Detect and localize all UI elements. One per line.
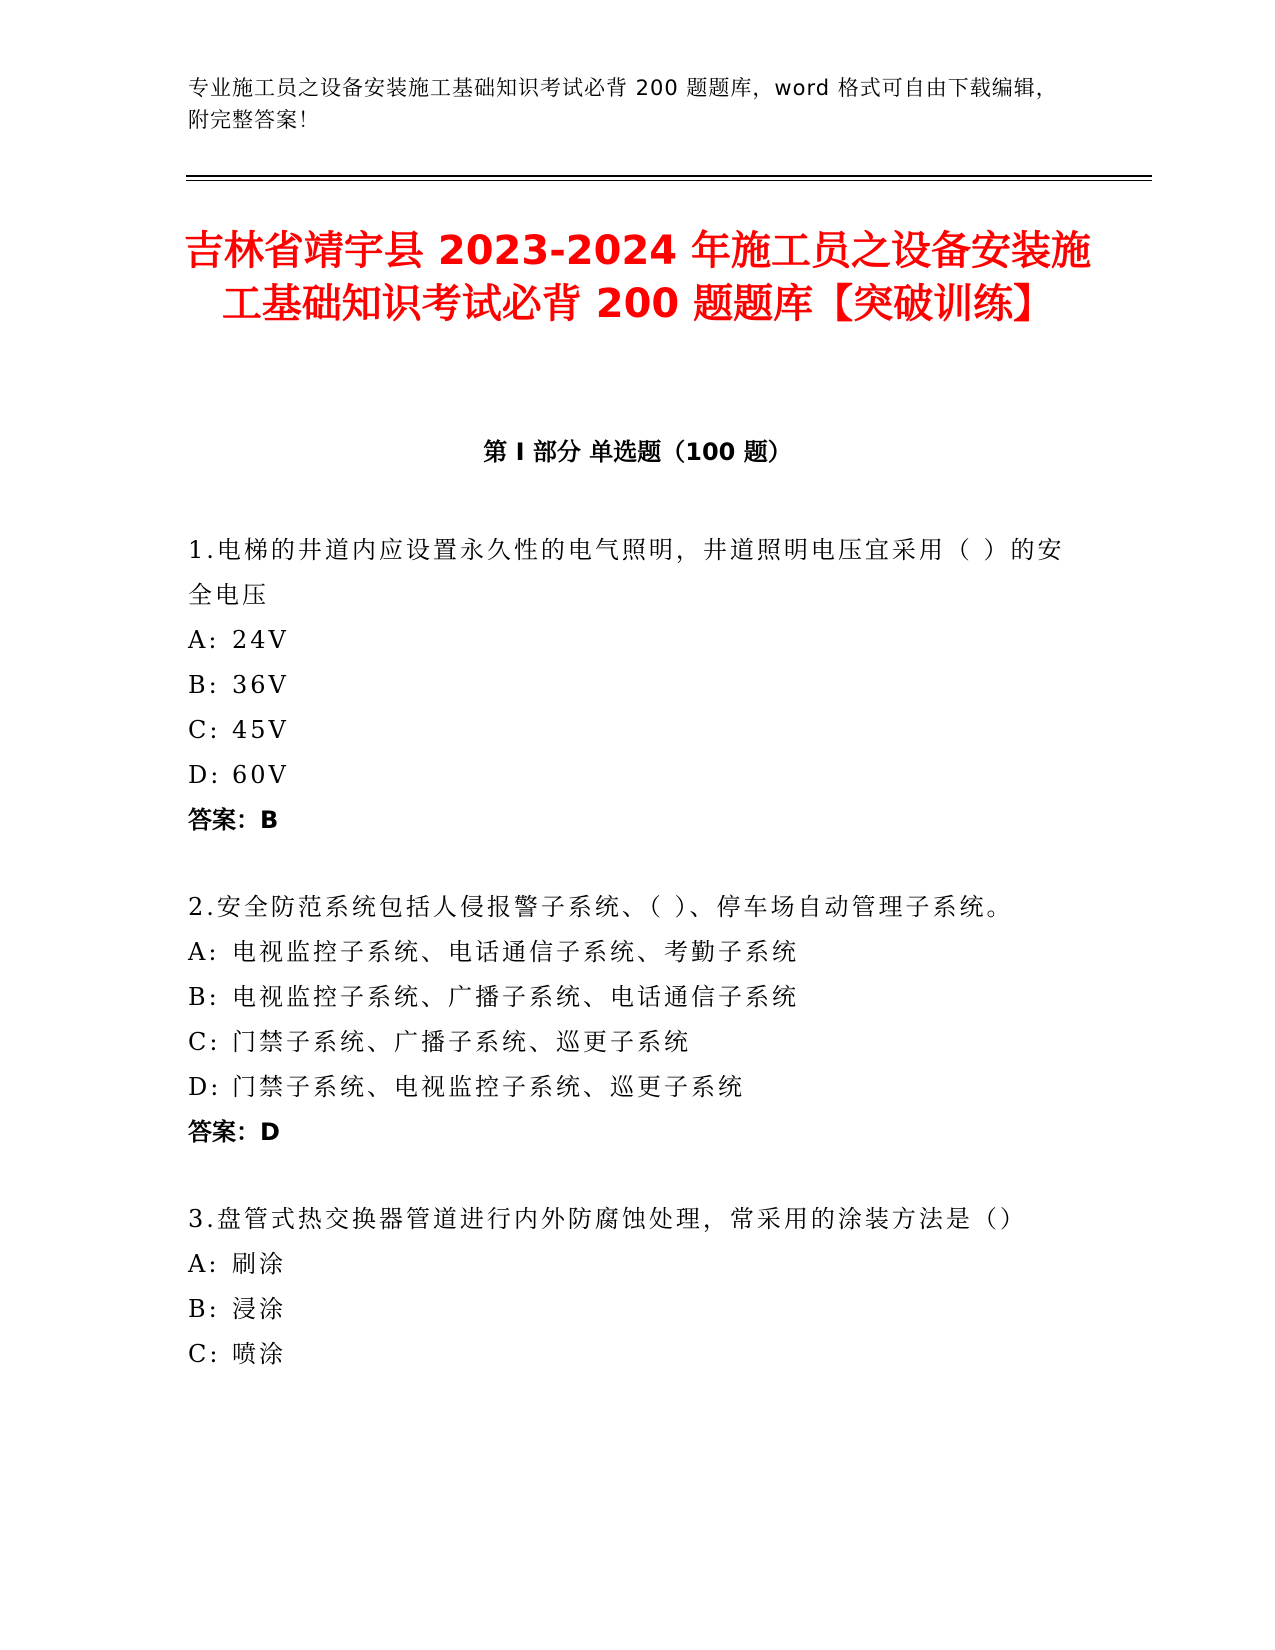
question-1 xyxy=(188,528,1088,843)
option-b xyxy=(188,975,1088,1020)
header-rule-thick xyxy=(186,175,1152,177)
header-rule-thin xyxy=(186,180,1152,181)
option-text: 喷涂 xyxy=(232,1340,286,1368)
option-text: 门禁子系统、广播子系统、巡更子系统 xyxy=(232,1028,691,1056)
option-key: B: xyxy=(188,1295,220,1323)
document-title: 吉林省靖宇县 2023-2024 年施工员之设备安装施工基础知识考试必背 200 题题库【突破训练】 xyxy=(183,228,1092,327)
option-b xyxy=(188,663,1088,708)
option-d xyxy=(188,1065,1088,1110)
option-text: 刷涂 xyxy=(232,1250,286,1278)
section-title: 第 I 部分 单选题（100 题） xyxy=(483,438,792,466)
option-d xyxy=(188,753,1088,798)
option-key: C: xyxy=(188,1340,221,1368)
option-c xyxy=(188,1332,1088,1377)
option-text: 36V xyxy=(232,671,289,699)
option-text: 60V xyxy=(232,761,289,789)
option-key: B: xyxy=(188,671,220,699)
option-a xyxy=(188,1242,1088,1287)
option-text: 浸涂 xyxy=(232,1295,286,1323)
question-3 xyxy=(188,1197,1088,1377)
question-2 xyxy=(188,885,1088,1155)
option-text: 24V xyxy=(232,626,289,654)
question-text: 2.安全防范系统包括人侵报警子系统、（ ）、停车场自动管理子系统。 xyxy=(188,893,1014,921)
option-key: A: xyxy=(188,1250,220,1278)
answer-label: 答案：B xyxy=(188,806,279,834)
question-text: 1.电梯的井道内应设置永久性的电气照明，井道照明电压宜采用（ ）的安全电压 xyxy=(188,536,1065,609)
option-a xyxy=(188,618,1088,663)
option-key: D: xyxy=(188,761,222,789)
option-c xyxy=(188,708,1088,753)
header-note: 专业施工员之设备安装施工基础知识考试必背 200 题题库，word 格式可自由下载编辑，附完整答案！ xyxy=(188,76,1058,132)
option-key: C: xyxy=(188,1028,221,1056)
option-a xyxy=(188,930,1088,975)
option-c xyxy=(188,1020,1088,1065)
option-key: D: xyxy=(188,1073,222,1101)
option-text: 电视监控子系统、广播子系统、电话通信子系统 xyxy=(232,983,799,1011)
question-text: 3.盘管式热交换器管道进行内外防腐蚀处理，常采用的涂装方法是（） xyxy=(188,1205,1027,1233)
option-key: A: xyxy=(188,626,220,654)
option-text: 门禁子系统、电视监控子系统、巡更子系统 xyxy=(232,1073,745,1101)
question-list xyxy=(188,528,1088,1419)
option-text: 电视监控子系统、电话通信子系统、考勤子系统 xyxy=(232,938,799,966)
answer-label: 答案：D xyxy=(188,1118,280,1146)
option-text: 45V xyxy=(232,716,289,744)
option-key: B: xyxy=(188,983,220,1011)
option-b xyxy=(188,1287,1088,1332)
option-key: C: xyxy=(188,716,221,744)
option-key: A: xyxy=(188,938,220,966)
